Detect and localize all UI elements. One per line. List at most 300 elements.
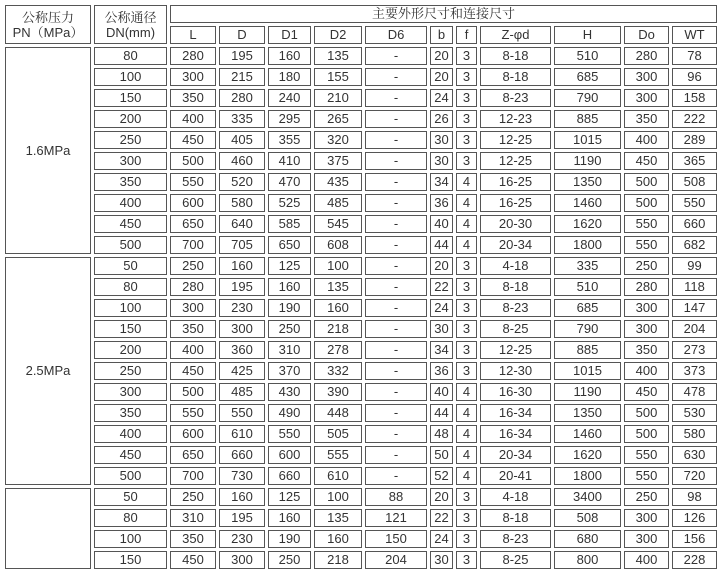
dimension-value-cell: 790: [554, 320, 621, 338]
dimension-value-cell: 600: [170, 425, 216, 443]
dn-value-cell: 450: [94, 446, 167, 464]
dimension-value-cell: 3400: [554, 488, 621, 506]
dimension-value-cell: 135: [314, 47, 362, 65]
dimension-value-cell: 12-25: [480, 152, 551, 170]
dimension-value-cell: 126: [672, 509, 717, 527]
dimension-value-cell: 300: [219, 320, 265, 338]
dimension-value-cell: 4: [456, 425, 477, 443]
dimension-value-cell: 160: [219, 488, 265, 506]
dimension-value-cell: 12-30: [480, 362, 551, 380]
dimension-value-cell: 4-18: [480, 257, 551, 275]
dimension-value-cell: 550: [624, 467, 669, 485]
table-row: [5, 278, 717, 296]
dimension-value-cell: 682: [672, 236, 717, 254]
dimension-value-cell: 405: [219, 131, 265, 149]
dimension-value-cell: 99: [672, 257, 717, 275]
dimension-value-cell: 448: [314, 404, 362, 422]
column-header: H: [554, 26, 621, 44]
dimension-value-cell: -: [365, 341, 427, 359]
dimension-value-cell: 500: [170, 383, 216, 401]
dimension-value-cell: -: [365, 236, 427, 254]
dn-value-cell: 250: [94, 131, 167, 149]
dimension-value-cell: 156: [672, 530, 717, 548]
dimension-value-cell: 3: [456, 320, 477, 338]
dimension-value-cell: 12-25: [480, 131, 551, 149]
table-row: [5, 467, 717, 485]
dimension-value-cell: 3: [456, 509, 477, 527]
dimension-value-cell: -: [365, 446, 427, 464]
table-row: [5, 320, 717, 338]
dimension-value-cell: 1460: [554, 425, 621, 443]
dimension-value-cell: 250: [624, 488, 669, 506]
dimension-value-cell: 78: [672, 47, 717, 65]
dimension-value-cell: 640: [219, 215, 265, 233]
dimension-value-cell: 16-34: [480, 425, 551, 443]
dimension-value-cell: -: [365, 173, 427, 191]
spec-table-body: [5, 5, 717, 569]
dimension-value-cell: 510: [554, 278, 621, 296]
table-row: [5, 488, 717, 506]
table-row: [5, 551, 717, 569]
dimension-value-cell: 16-34: [480, 404, 551, 422]
dn-value-cell: 500: [94, 467, 167, 485]
dimension-value-cell: 550: [624, 446, 669, 464]
pressure-group-cell: 2.5MPa: [5, 257, 91, 485]
dn-value-cell: 100: [94, 299, 167, 317]
dimension-value-cell: 730: [219, 467, 265, 485]
dimension-value-cell: 280: [219, 89, 265, 107]
dn-value-cell: 80: [94, 47, 167, 65]
dimension-value-cell: 790: [554, 89, 621, 107]
pressure-group-cell: [5, 488, 91, 569]
dimension-value-cell: 118: [672, 278, 717, 296]
dimension-value-cell: 300: [624, 89, 669, 107]
dimension-value-cell: 680: [554, 530, 621, 548]
dimension-value-cell: 4-18: [480, 488, 551, 506]
dimension-value-cell: 20: [430, 257, 453, 275]
dimension-value-cell: -: [365, 299, 427, 317]
dimension-value-cell: 135: [314, 509, 362, 527]
dimension-value-cell: 300: [624, 530, 669, 548]
dimension-value-cell: 88: [365, 488, 427, 506]
dimension-value-cell: 155: [314, 68, 362, 86]
dimension-value-cell: 520: [219, 173, 265, 191]
dimension-value-cell: 600: [170, 194, 216, 212]
dimension-value-cell: 48: [430, 425, 453, 443]
dimension-value-cell: 373: [672, 362, 717, 380]
dimension-value-cell: 4: [456, 446, 477, 464]
dimension-value-cell: 20-41: [480, 467, 551, 485]
dimension-value-cell: -: [365, 47, 427, 65]
table-row: [5, 509, 717, 527]
dimension-value-cell: 160: [219, 257, 265, 275]
dimension-value-cell: 400: [170, 110, 216, 128]
table-row: [5, 530, 717, 548]
dimension-value-cell: 332: [314, 362, 362, 380]
dimension-value-cell: 16-30: [480, 383, 551, 401]
dimension-value-cell: 8-25: [480, 551, 551, 569]
dimension-value-cell: 8-18: [480, 68, 551, 86]
dimension-value-cell: 460: [219, 152, 265, 170]
table-row: [5, 341, 717, 359]
table-row: [5, 215, 717, 233]
dimension-value-cell: 280: [624, 278, 669, 296]
dn-value-cell: 150: [94, 320, 167, 338]
dimension-value-cell: 12-23: [480, 110, 551, 128]
dimension-value-cell: 8-23: [480, 530, 551, 548]
dimension-value-cell: 335: [219, 110, 265, 128]
pressure-group-cell: 1.6MPa: [5, 47, 91, 254]
dimensions-group-header: 主要外形尺寸和连接尺寸: [170, 5, 717, 23]
dimension-value-cell: 550: [624, 236, 669, 254]
dimension-value-cell: 3: [456, 362, 477, 380]
column-header: Z-φd: [480, 26, 551, 44]
dimension-value-cell: 400: [624, 551, 669, 569]
dimension-value-cell: 450: [624, 152, 669, 170]
dimension-value-cell: 125: [268, 488, 311, 506]
dimension-value-cell: 96: [672, 68, 717, 86]
dimension-value-cell: 650: [170, 446, 216, 464]
dimension-value-cell: 8-23: [480, 299, 551, 317]
dimension-value-cell: 410: [268, 152, 311, 170]
table-row: [5, 299, 717, 317]
dimension-value-cell: 500: [624, 194, 669, 212]
dimension-value-cell: 300: [170, 299, 216, 317]
dimension-value-cell: 210: [314, 89, 362, 107]
dimension-value-cell: 450: [170, 551, 216, 569]
dimension-value-cell: 800: [554, 551, 621, 569]
dimension-value-cell: 350: [170, 89, 216, 107]
dimension-value-cell: 700: [170, 467, 216, 485]
dimension-value-cell: 1460: [554, 194, 621, 212]
dimension-value-cell: 30: [430, 131, 453, 149]
dimension-value-cell: 250: [170, 488, 216, 506]
dimension-value-cell: 4: [456, 236, 477, 254]
dimension-value-cell: 3: [456, 152, 477, 170]
dimension-value-cell: 550: [170, 404, 216, 422]
dimension-value-cell: 400: [624, 362, 669, 380]
dimension-value-cell: 3: [456, 341, 477, 359]
dimension-value-cell: 478: [672, 383, 717, 401]
dimension-value-cell: 150: [365, 530, 427, 548]
table-row: [5, 110, 717, 128]
dn-value-cell: 100: [94, 68, 167, 86]
table-row: [5, 173, 717, 191]
dn-value-cell: 350: [94, 404, 167, 422]
dn-value-cell: 100: [94, 530, 167, 548]
table-row: [5, 404, 717, 422]
dimension-value-cell: 1190: [554, 152, 621, 170]
dimension-value-cell: 550: [624, 215, 669, 233]
dn-value-cell: 80: [94, 509, 167, 527]
dimension-value-cell: 4: [456, 194, 477, 212]
dimension-value-cell: 240: [268, 89, 311, 107]
dimension-value-cell: 34: [430, 173, 453, 191]
dimension-value-cell: -: [365, 383, 427, 401]
dimension-value-cell: -: [365, 404, 427, 422]
dimension-value-cell: 160: [268, 509, 311, 527]
dimension-value-cell: 250: [170, 257, 216, 275]
dimension-value-cell: 20-34: [480, 446, 551, 464]
dn-value-cell: 50: [94, 488, 167, 506]
dimension-value-cell: 4: [456, 383, 477, 401]
dimension-value-cell: 350: [624, 110, 669, 128]
dimension-value-cell: 300: [170, 68, 216, 86]
dimension-value-cell: 525: [268, 194, 311, 212]
dimension-value-cell: 230: [219, 530, 265, 548]
dimension-value-cell: 30: [430, 320, 453, 338]
dimension-value-cell: 3: [456, 551, 477, 569]
dimension-value-cell: 425: [219, 362, 265, 380]
dimension-value-cell: 650: [170, 215, 216, 233]
dimension-value-cell: 289: [672, 131, 717, 149]
dimension-value-cell: 160: [314, 530, 362, 548]
dn-value-cell: 500: [94, 236, 167, 254]
dimension-value-cell: 8-18: [480, 278, 551, 296]
dimension-value-cell: 350: [170, 320, 216, 338]
dimension-value-cell: 204: [365, 551, 427, 569]
dimension-value-cell: 508: [672, 173, 717, 191]
dimension-value-cell: 26: [430, 110, 453, 128]
dimension-value-cell: 545: [314, 215, 362, 233]
dimension-value-cell: -: [365, 362, 427, 380]
column-header: Do: [624, 26, 669, 44]
table-row: [5, 257, 717, 275]
dimension-value-cell: 8-25: [480, 320, 551, 338]
dimension-value-cell: 20-34: [480, 236, 551, 254]
dimension-value-cell: 1620: [554, 215, 621, 233]
dimension-value-cell: 100: [314, 257, 362, 275]
dimension-value-cell: 1015: [554, 362, 621, 380]
column-header: WT: [672, 26, 717, 44]
table-row: [5, 131, 717, 149]
dimension-value-cell: 430: [268, 383, 311, 401]
dimension-value-cell: 600: [268, 446, 311, 464]
dimension-value-cell: 500: [624, 404, 669, 422]
dimension-value-cell: 320: [314, 131, 362, 149]
dn-value-cell: 450: [94, 215, 167, 233]
pn-header-cell: [5, 5, 91, 44]
dimension-value-cell: 450: [624, 383, 669, 401]
dn-value-cell: 80: [94, 278, 167, 296]
dimension-value-cell: 400: [170, 341, 216, 359]
dimension-value-cell: 435: [314, 173, 362, 191]
dimension-value-cell: 650: [268, 236, 311, 254]
dimension-value-cell: 195: [219, 509, 265, 527]
dimension-value-cell: 30: [430, 152, 453, 170]
dimension-value-cell: 100: [314, 488, 362, 506]
dn-value-cell: 250: [94, 362, 167, 380]
table-row: [5, 446, 717, 464]
dn-header-label-1: 公称通径: [104, 9, 157, 25]
dimension-value-cell: 505: [314, 425, 362, 443]
dimension-value-cell: 36: [430, 362, 453, 380]
dimension-value-cell: 147: [672, 299, 717, 317]
dimension-value-cell: 610: [314, 467, 362, 485]
dimension-value-cell: 218: [314, 320, 362, 338]
dimension-value-cell: 44: [430, 404, 453, 422]
dimension-value-cell: 610: [219, 425, 265, 443]
dimension-value-cell: 218: [314, 551, 362, 569]
dimension-value-cell: 1800: [554, 467, 621, 485]
dimension-value-cell: 125: [268, 257, 311, 275]
dimension-value-cell: 230: [219, 299, 265, 317]
dimension-value-cell: 250: [268, 320, 311, 338]
dimension-value-cell: 280: [170, 47, 216, 65]
dimension-value-cell: 450: [170, 131, 216, 149]
dimension-value-cell: 8-18: [480, 509, 551, 527]
dimension-value-cell: 1800: [554, 236, 621, 254]
dimension-value-cell: 530: [672, 404, 717, 422]
dimension-value-cell: 121: [365, 509, 427, 527]
dimension-value-cell: 135: [314, 278, 362, 296]
dimension-value-cell: 450: [170, 362, 216, 380]
dimension-value-cell: 300: [624, 509, 669, 527]
dimension-value-cell: 685: [554, 299, 621, 317]
dimension-value-cell: 1350: [554, 404, 621, 422]
dn-value-cell: 150: [94, 551, 167, 569]
dimension-value-cell: 180: [268, 68, 311, 86]
dimension-value-cell: -: [365, 152, 427, 170]
dimension-value-cell: 4: [456, 215, 477, 233]
dimension-value-cell: 280: [624, 47, 669, 65]
dimension-value-cell: -: [365, 194, 427, 212]
table-row: [5, 383, 717, 401]
dimension-value-cell: 24: [430, 530, 453, 548]
dn-value-cell: 300: [94, 383, 167, 401]
dimension-value-cell: 20: [430, 488, 453, 506]
dimension-value-cell: 3: [456, 257, 477, 275]
dimension-value-cell: 3: [456, 89, 477, 107]
dimension-value-cell: 250: [624, 257, 669, 275]
dimension-value-cell: 350: [170, 530, 216, 548]
dimension-value-cell: 660: [268, 467, 311, 485]
dimension-value-cell: 510: [554, 47, 621, 65]
dimension-value-cell: 580: [219, 194, 265, 212]
dimension-value-cell: 360: [219, 341, 265, 359]
dimension-value-cell: 3: [456, 278, 477, 296]
dimension-value-cell: 195: [219, 47, 265, 65]
dimension-value-cell: -: [365, 110, 427, 128]
dimension-value-cell: 3: [456, 47, 477, 65]
dimension-value-cell: 52: [430, 467, 453, 485]
dn-value-cell: 350: [94, 173, 167, 191]
dn-value-cell: 400: [94, 194, 167, 212]
pn-header-label-2: PN（MPa）: [12, 24, 84, 40]
dimension-value-cell: 40: [430, 215, 453, 233]
dimension-value-cell: -: [365, 89, 427, 107]
dn-value-cell: 50: [94, 257, 167, 275]
pn-header-label-1: 公称压力: [21, 9, 74, 25]
dimension-value-cell: 295: [268, 110, 311, 128]
dimension-value-cell: -: [365, 467, 427, 485]
dimension-value-cell: 278: [314, 341, 362, 359]
dimension-value-cell: 36: [430, 194, 453, 212]
column-header: b: [430, 26, 453, 44]
column-header: D: [219, 26, 265, 44]
dimension-value-cell: 4: [456, 404, 477, 422]
dimension-value-cell: 3: [456, 488, 477, 506]
dimension-value-cell: 660: [672, 215, 717, 233]
column-header: D6: [365, 26, 427, 44]
dimension-value-cell: 3: [456, 68, 477, 86]
dimension-value-cell: 705: [219, 236, 265, 254]
dimension-value-cell: 158: [672, 89, 717, 107]
dimension-value-cell: 190: [268, 530, 311, 548]
dimension-value-cell: 585: [268, 215, 311, 233]
dimension-value-cell: 3: [456, 110, 477, 128]
dimension-value-cell: 280: [170, 278, 216, 296]
dimension-value-cell: 30: [430, 551, 453, 569]
dimension-value-cell: 660: [219, 446, 265, 464]
dimension-value-cell: 16-25: [480, 173, 551, 191]
dimension-value-cell: 24: [430, 89, 453, 107]
dimension-value-cell: 335: [554, 257, 621, 275]
dimension-value-cell: 1350: [554, 173, 621, 191]
dimension-value-cell: 300: [624, 68, 669, 86]
dimension-value-cell: 608: [314, 236, 362, 254]
dimension-value-cell: 22: [430, 509, 453, 527]
dimension-value-cell: -: [365, 131, 427, 149]
dimension-value-cell: 355: [268, 131, 311, 149]
dimension-value-cell: 22: [430, 278, 453, 296]
dn-value-cell: 200: [94, 110, 167, 128]
dimension-value-cell: 550: [672, 194, 717, 212]
dimension-value-cell: 195: [219, 278, 265, 296]
dimension-value-cell: 20-30: [480, 215, 551, 233]
dimension-value-cell: 885: [554, 110, 621, 128]
dimension-value-cell: 500: [170, 152, 216, 170]
dimension-value-cell: 160: [268, 278, 311, 296]
dimension-value-cell: 4: [456, 173, 477, 191]
dimension-value-cell: 720: [672, 467, 717, 485]
dimension-value-cell: 250: [268, 551, 311, 569]
dn-value-cell: 300: [94, 152, 167, 170]
dimension-value-cell: -: [365, 215, 427, 233]
dimension-value-cell: 20: [430, 47, 453, 65]
header-row: [5, 5, 717, 23]
dimension-value-cell: 34: [430, 341, 453, 359]
dimension-value-cell: 3: [456, 530, 477, 548]
dn-value-cell: 400: [94, 425, 167, 443]
dimension-value-cell: 375: [314, 152, 362, 170]
dimension-value-cell: 3: [456, 131, 477, 149]
dimension-value-cell: 24: [430, 299, 453, 317]
dimension-value-cell: 350: [624, 341, 669, 359]
dimension-value-cell: 190: [268, 299, 311, 317]
spec-table: [2, 2, 720, 572]
dimension-value-cell: 580: [672, 425, 717, 443]
dimension-value-cell: 160: [314, 299, 362, 317]
dimension-value-cell: 300: [624, 320, 669, 338]
dimension-value-cell: 222: [672, 110, 717, 128]
column-header: f: [456, 26, 477, 44]
dimension-value-cell: 485: [219, 383, 265, 401]
table-row: [5, 194, 717, 212]
dimension-value-cell: 265: [314, 110, 362, 128]
dimension-value-cell: 370: [268, 362, 311, 380]
dn-header-cell: [94, 5, 167, 44]
dimension-value-cell: 98: [672, 488, 717, 506]
dimension-value-cell: 1620: [554, 446, 621, 464]
dimension-value-cell: 550: [268, 425, 311, 443]
dimension-value-cell: 310: [268, 341, 311, 359]
table-row: [5, 47, 717, 65]
dimension-value-cell: 228: [672, 551, 717, 569]
table-row: [5, 152, 717, 170]
dimension-value-cell: 490: [268, 404, 311, 422]
dimension-value-cell: 508: [554, 509, 621, 527]
